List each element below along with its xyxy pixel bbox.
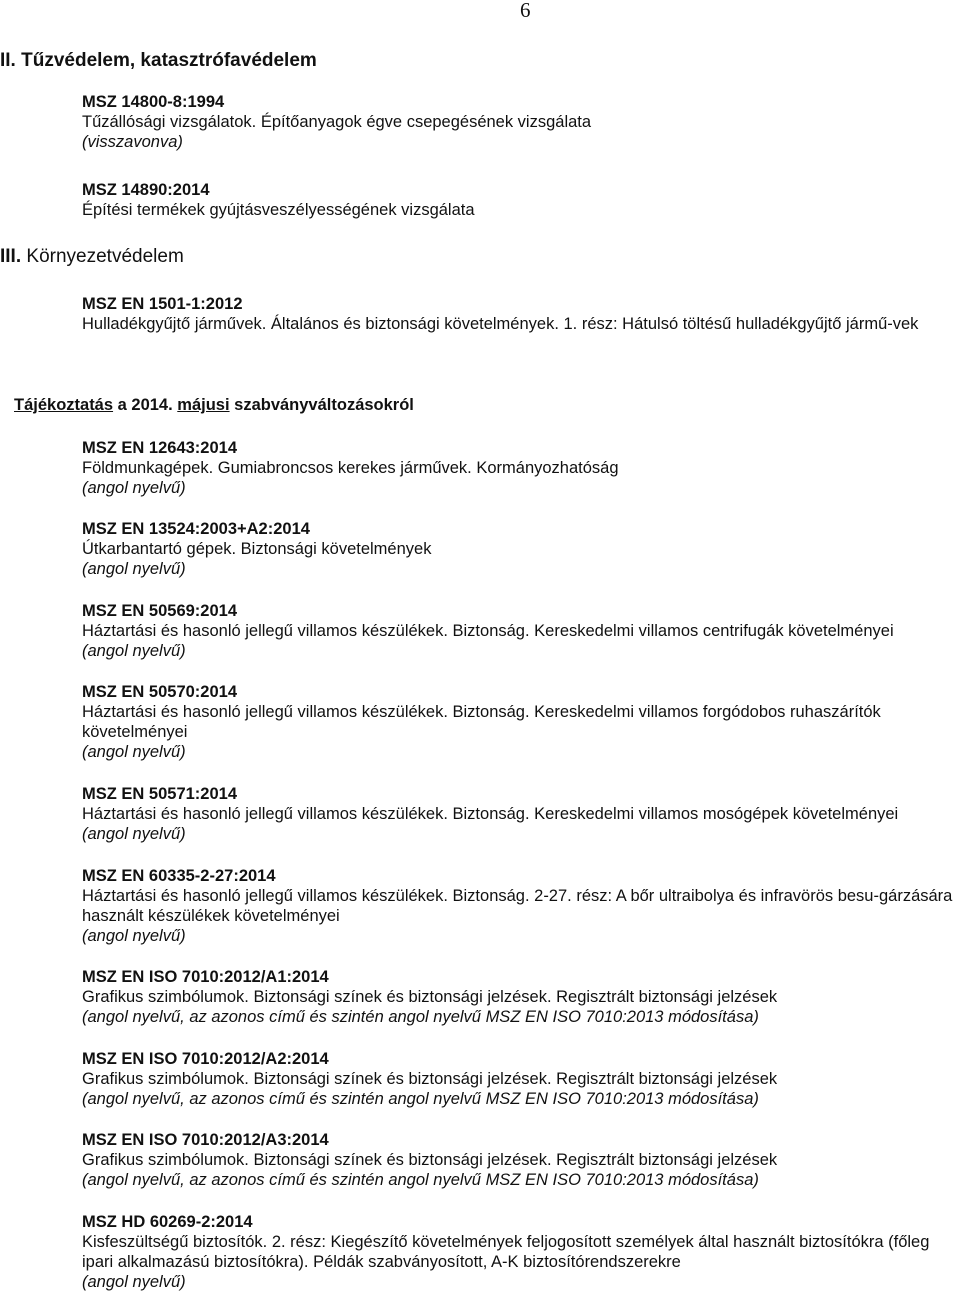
standard-code: MSZ EN 50570:2014	[82, 683, 238, 701]
standard-title: Építési termékek gyújtásveszélyességének vizsgálata	[82, 201, 475, 219]
standard-title: Grafikus szimbólumok. Biztonsági színek és biztonsági jelzések. Regisztrált biztonsági jelzések	[82, 1151, 778, 1169]
standard-entry	[82, 294, 954, 334]
page-number: 6	[520, 0, 531, 22]
standard-code: MSZ EN 1501-1:2012	[82, 295, 243, 313]
standard-title: Grafikus szimbólumok. Biztonsági színek és biztonsági jelzések. Regisztrált biztonsági jelzések	[82, 988, 778, 1006]
section-title: Környezetvédelem	[26, 246, 184, 267]
standard-code: MSZ 14890:2014	[82, 181, 210, 199]
standard-title: Háztartási és hasonló jellegű villamos készülékek. Biztonság. 2-27. rész: A bőr ultraibolya és infravörös besu-gárzására használt készülékek követelményei	[82, 887, 953, 925]
standard-entry	[82, 601, 954, 661]
standard-entry	[82, 967, 954, 1027]
standard-code: MSZ EN 50569:2014	[82, 602, 238, 620]
standard-title: Háztartási és hasonló jellegű villamos készülékek. Biztonság. Kereskedelmi villamos mosógépek követelményei	[82, 805, 899, 823]
standard-note: (angol nyelvű, az azonos című és szintén angol nyelvű MSZ EN ISO 7010:2013 módosítása)	[82, 1171, 759, 1189]
standard-entry	[82, 438, 954, 498]
standard-entry	[82, 1130, 954, 1190]
section-heading-fire-protection: II. Tűzvédelem, katasztrófavédelem	[0, 50, 317, 71]
bulletin-heading-part: szabványváltozásokról	[229, 396, 414, 414]
standard-code: MSZ EN 50571:2014	[82, 785, 238, 803]
standard-note: (angol nyelvű, az azonos című és szintén angol nyelvű MSZ EN ISO 7010:2013 módosítása)	[82, 1008, 759, 1026]
standard-title: Földmunkagépek. Gumiabroncsos kerekes járművek. Kormányozhatóság	[82, 459, 619, 477]
standard-entry	[82, 784, 954, 844]
standard-title: Útkarbantartó gépek. Biztonsági követelmények	[82, 540, 432, 558]
standard-code: MSZ EN ISO 7010:2012/A2:2014	[82, 1050, 329, 1068]
standard-entry	[82, 866, 954, 946]
standard-note: (angol nyelvű)	[82, 743, 186, 761]
standard-code: MSZ HD 60269-2:2014	[82, 1213, 253, 1231]
standard-title: Grafikus szimbólumok. Biztonsági színek és biztonsági jelzések. Regisztrált biztonsági jelzések	[82, 1070, 778, 1088]
standard-entry	[82, 1049, 954, 1109]
bulletin-heading-part: Tájékoztatás	[14, 396, 114, 414]
standard-entry	[82, 92, 954, 152]
standard-code: MSZ EN ISO 7010:2012/A3:2014	[82, 1131, 329, 1149]
bulletin-heading-part: a 2014.	[113, 396, 178, 414]
standard-entry	[82, 682, 954, 762]
standard-entry	[82, 519, 954, 579]
standard-title: Hulladékgyűjtő járművek. Általános és biztonsági követelmények. 1. rész: Hátulsó töltésű hulladékgyűjtő jármű-vek	[82, 315, 919, 333]
bulletin-heading-part: májusi	[177, 396, 230, 414]
standard-title: Háztartási és hasonló jellegű villamos készülékek. Biztonság. Kereskedelmi villamos forgódobos ruhaszárítók követelményei	[82, 703, 881, 741]
section-number: III.	[0, 246, 22, 267]
standard-code: MSZ 14800-8:1994	[82, 93, 225, 111]
standard-note: (visszavonva)	[82, 133, 183, 151]
standard-entry	[82, 1212, 954, 1292]
standard-note: (angol nyelvű)	[82, 825, 186, 843]
standard-code: MSZ EN ISO 7010:2012/A1:2014	[82, 968, 329, 986]
standard-note: (angol nyelvű)	[82, 642, 186, 660]
standard-note: (angol nyelvű)	[82, 1273, 186, 1291]
standard-note: (angol nyelvű)	[82, 479, 186, 497]
standard-entry	[82, 180, 954, 220]
standard-note: (angol nyelvű, az azonos című és szintén angol nyelvű MSZ EN ISO 7010:2013 módosítása)	[82, 1090, 759, 1108]
standard-title: Háztartási és hasonló jellegű villamos készülékek. Biztonság. Kereskedelmi villamos centrifugák követelményei	[82, 622, 894, 640]
standard-code: MSZ EN 13524:2003+A2:2014	[82, 520, 310, 538]
standard-note: (angol nyelvű)	[82, 927, 186, 945]
standard-title: Kisfeszültségű biztosítók. 2. rész: Kiegészítő követelmények feljogosított személyek által használt biztosítókra (főleg ipari alkalmazású biztosítókra). Példák szabványosított, A-K biztosítórendszerekre	[82, 1233, 930, 1271]
standard-title: Tűzállósági vizsgálatok. Építőanyagok égve csepegésének vizsgálata	[82, 113, 592, 131]
standard-note: (angol nyelvű)	[82, 560, 186, 578]
section-heading-environment	[0, 246, 184, 268]
standard-code: MSZ EN 12643:2014	[82, 439, 238, 457]
bulletin-heading	[14, 396, 414, 415]
standard-code: MSZ EN 60335-2-27:2014	[82, 867, 276, 885]
